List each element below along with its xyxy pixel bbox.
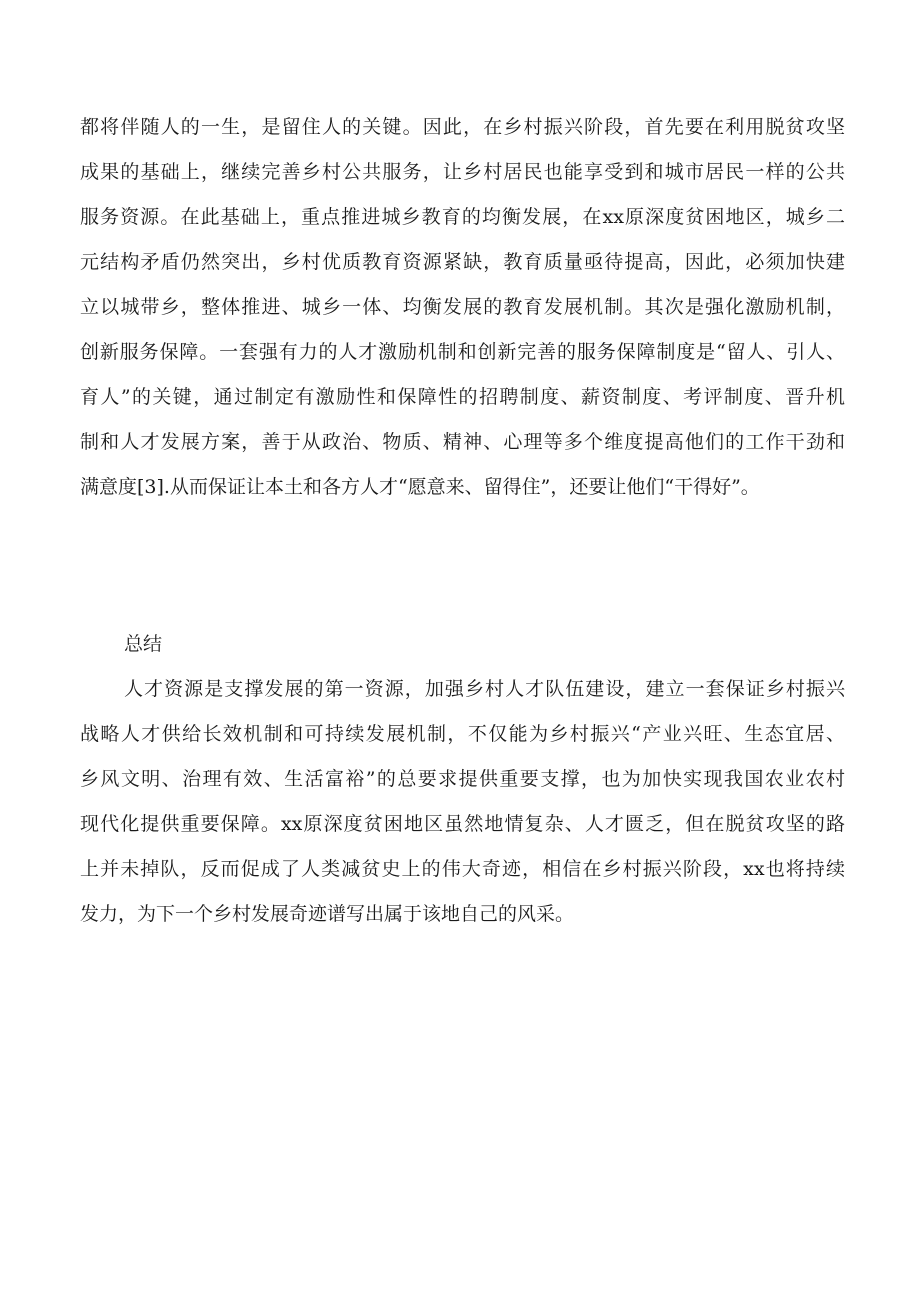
paragraph-line: 元结构矛盾仍然突出，乡村优质教育资源紧缺，教育质量亟待提高，因此，必须加快建 — [80, 251, 845, 273]
section-heading: 总结 — [124, 633, 163, 655]
paragraph-line: 制和人才发展方案，善于从政治、物质、精神、心理等多个维度提高他们的工作干劲和 — [80, 431, 845, 453]
paragraph-line: 乡风文明、治理有效、生活富裕”的总要求提供重要支撑，也为加快实现我国农业农村 — [80, 768, 845, 790]
paragraph-line: 战略人才供给长效机制和可持续发展机制，不仅能为乡村振兴“产业兴旺、生态宜居、 — [80, 723, 845, 745]
paragraph-line: 满意度[3].从而保证让本土和各方人才“愿意来、留得住”，还要让他们“干得好”。 — [80, 476, 760, 498]
summary-section — [80, 622, 845, 667]
paragraph-line: 人才资源是支撑发展的第一资源，加强乡村人才队伍建设，建立一套保证乡村振兴 — [124, 678, 845, 700]
paragraph-line: 上并未掉队，反而促成了人类减贫史上的伟大奇迹，相信在乡村振兴阶段，xx也将持续 — [80, 858, 845, 880]
paragraph-line: 服务资源。在此基础上，重点推进城乡教育的均衡发展，在xx原深度贫困地区，城乡二 — [80, 206, 845, 228]
paragraph-line: 成果的基础上，继续完善乡村公共服务，让乡村居民也能享受到和城市居民一样的公共 — [80, 161, 845, 183]
paragraph-line: 立以城带乡，整体推进、城乡一体、均衡发展的教育发展机制。其次是强化激励机制， — [80, 296, 845, 318]
paragraph-line: 现代化提供重要保障。xx原深度贫困地区虽然地情复杂、人才匮乏，但在脱贫攻坚的路 — [80, 813, 845, 835]
paragraph-line: 都将伴随人的一生，是留住人的关键。因此，在乡村振兴阶段，首先要在利用脱贫攻坚 — [80, 116, 845, 138]
paragraph-line: 育人”的关键，通过制定有激励性和保障性的招聘制度、薪资制度、考评制度、晋升机 — [80, 386, 845, 408]
continuation-paragraph — [80, 105, 845, 510]
paragraph-line: 创新服务保障。一套强有力的人才激励机制和创新完善的服务保障制度是“留人、引人、 — [80, 341, 845, 363]
paragraph-line: 发力，为下一个乡村发展奇迹谱写出属于该地自己的风采。 — [80, 903, 575, 925]
summary-paragraph — [80, 667, 845, 937]
